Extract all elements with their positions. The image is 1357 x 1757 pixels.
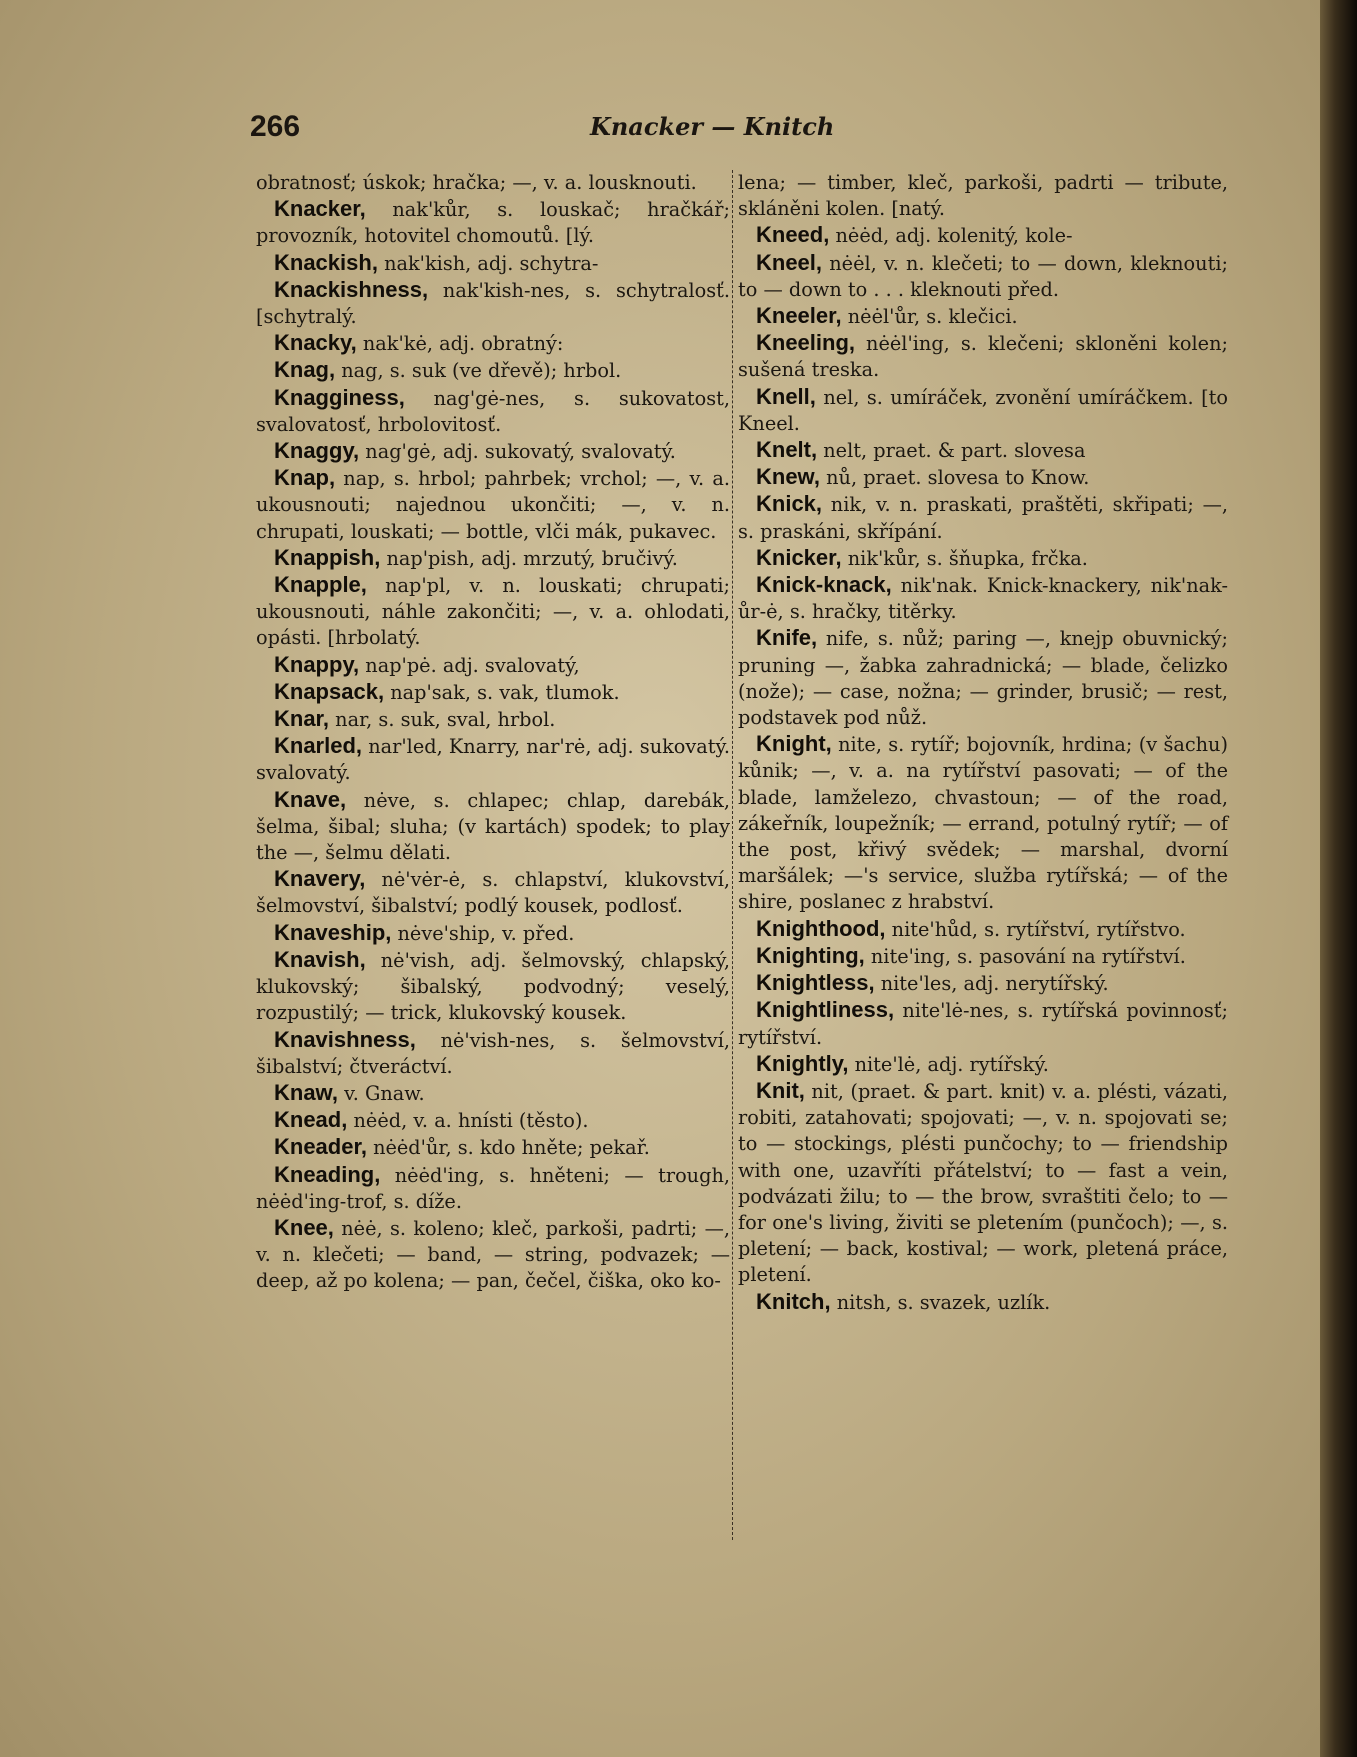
headword: Knagginess,: [274, 384, 405, 410]
dictionary-entry: [256, 706, 730, 733]
dictionary-entry: [256, 787, 730, 867]
dictionary-entry: [256, 1027, 730, 1080]
definition-text: nė'vėr-ė, s. chlapství, klukovství, šelmovství, šibalství; podlý kousek, podlosť.: [256, 868, 730, 918]
definition-text: nėėd, adj. kolenitý, kole-: [829, 224, 1073, 248]
definition-text: nap'pė. adj. svalovatý,: [359, 653, 580, 677]
definition-text: nėve, s. chlapec; chlap, darebák, šelma, šibal; sluha; (v kartách) spodek; to play the —, šelmu dělati.: [256, 788, 730, 865]
headword: Knave,: [274, 786, 347, 812]
definition-text: nėėd'ůr, s. kdo hněte; pekař.: [366, 1136, 650, 1160]
headword: Knag,: [274, 357, 336, 383]
definition-text: nė'vish-nes, s. šelmovství, šibalství; čtveráctví.: [256, 1028, 730, 1078]
headword: Knell,: [756, 383, 816, 409]
dictionary-entry: [738, 572, 1228, 625]
headword: Kneading,: [274, 1161, 381, 1187]
right-column: [738, 170, 1228, 1316]
definition-text: nap'pl, v. n. louskati; chrupati; ukousnouti, náhle zakončiti; —, v. a. ohlodati, opásti. [hrbolatý.: [256, 574, 730, 650]
definition-text: nap'pish, adj. mrzutý, bručivý.: [380, 546, 678, 570]
dictionary-entry: [256, 652, 730, 679]
headword: Knit,: [756, 1077, 805, 1103]
definition-text: nite'lė-nes, s. rytířská povinnosť; rytířství.: [738, 999, 1228, 1049]
headword: Knavery,: [274, 866, 366, 892]
definition-text: obratnosť; úskok; hračka; —, v. a. lousknouti.: [256, 171, 697, 194]
definition-text: nelt, praet. & part. slovesa: [817, 439, 1086, 463]
dictionary-entry: [256, 250, 730, 277]
dictionary-entry: [256, 385, 730, 438]
dictionary-entry: [256, 1162, 730, 1215]
definition-text: nak'kůr, s. louskač; hračkář; provozník, hotovitel chomoutů. [lý.: [256, 198, 730, 248]
definition-text: nap'sak, s. vak, tlumok.: [384, 680, 620, 704]
headword: Knackish,: [274, 249, 378, 275]
headword: Knightliness,: [756, 997, 895, 1023]
headword: Knar,: [274, 706, 330, 732]
dictionary-entry: [738, 437, 1228, 464]
headword: Knappish,: [274, 544, 381, 570]
definition-text: nėė, s. koleno; kleč, parkoši, padrti; —, v. n. klečeti; — band, — string, podvazek; — deep, až po kolena; — pan, čečel, čiška, oko ko-: [256, 1216, 730, 1293]
dictionary-entry: [738, 250, 1228, 303]
headword: Kneader,: [274, 1134, 367, 1160]
dictionary-entry: [738, 545, 1228, 572]
definition-text: nag, s. suk (ve dřevě); hrbol.: [335, 359, 622, 383]
headword: Knick,: [756, 491, 823, 517]
definition-text: nit, (praet. & part. knit) v. a. plésti, vázati, robiti, zatahovati; spojovati; —, v. n. spojovati se; to — stockings, plésti punčochy; to — friendship with one, uzavříti přátelství; to — fast a vein, podvázati žilu; to — the brow, svraštiti čelo; to — for one's living, živiti se pletením (punčoch); —, s. pletení; — back, kostival; — work, pletená práce, pletení.: [738, 1079, 1228, 1287]
dictionary-entry: [738, 464, 1228, 491]
dictionary-entry: [738, 222, 1228, 249]
definition-text: nel, s. umíráček, zvonění umíráčkem. [to Kneel.: [738, 385, 1228, 435]
definition-text: nėėd, v. a. hnísti (těsto).: [347, 1109, 589, 1133]
headword: Knife,: [756, 625, 818, 651]
definition-text: nak'kish-nes, s. schytralosť. [schytralý.: [256, 278, 730, 329]
headword: Kneel,: [756, 249, 823, 275]
headword: Knapple,: [274, 572, 367, 598]
definition-text: nite, s. rytíř; bojovník, hrdina; (v šachu) kůnik; —, v. a. na rytířství pasovati; — of the blade, lamželezo, chvastoun; — of the road, zákeřník, loupežník; — errand, potulný rytíř; — of the post, křivý svědek; — marshal, dvorní maršálek; —'s service, služba rytířská; — of the shire, poslanec z hrabství.: [738, 733, 1228, 914]
left-column: [256, 170, 730, 1295]
headword: Knacker,: [274, 196, 366, 222]
dictionary-entry: [256, 1134, 730, 1161]
page-number: 266: [250, 110, 301, 143]
definition-text: nap, s. hrbol; pahrbek; vrchol; —, v. a. ukousnouti; najednou ukončiti; —, v. n. chrupati, louskati; — bottle, vlči mák, pukavec.: [256, 467, 730, 543]
dictionary-entry: [256, 357, 730, 384]
definition-text: nag'gė, adj. sukovatý, svalovatý.: [359, 440, 676, 464]
dictionary-entry: [256, 330, 730, 357]
dictionary-entry: [738, 970, 1228, 997]
dictionary-entry: [256, 572, 730, 652]
dictionary-entry: [738, 1078, 1228, 1289]
headword: Knead,: [274, 1107, 348, 1133]
dictionary-entry: [256, 866, 730, 919]
headword: Knelt,: [756, 437, 818, 463]
page-header: [250, 110, 1310, 150]
dictionary-entry: [256, 920, 730, 947]
dictionary-entry: [256, 277, 730, 330]
definition-text: nife, s. nůž; paring —, knejp obuvnický; pruning —, žabka zahradnická; — blade, čelizko (nože); — case, nožna; — grinder, brusič; — rest, podstavek pod nůž.: [738, 627, 1228, 730]
column-divider: [732, 170, 734, 1540]
dictionary-entry: [256, 1107, 730, 1134]
headword: Knacky,: [274, 330, 357, 356]
headword: Knaw,: [274, 1079, 338, 1105]
dictionary-entry: [256, 196, 730, 249]
headword: Knaveship,: [274, 919, 392, 945]
headword: Kneed,: [756, 222, 830, 248]
definition-text: nar, s. suk, sval, hrbol.: [329, 708, 556, 732]
definition-text: nik'nak. Knick-knackery, nik'nak-ůr-ė, s. hračky, titěrky.: [738, 574, 1228, 624]
dictionary-entry: [256, 465, 730, 545]
headword: Kneeling,: [756, 330, 856, 356]
dictionary-entry: [738, 731, 1228, 915]
headword: Knappy,: [274, 651, 360, 677]
dictionary-entry: [256, 545, 730, 572]
definition-text: nėėd'ing, s. hněteni; — trough, nėėd'ing-trof, s. díže.: [256, 1163, 730, 1213]
definition-text: nite'les, adj. nerytířský.: [874, 972, 1109, 996]
definition-text: nė'vish, adj. šelmovský, chlapský, klukovský; šibalský, podvodný; veselý, rozpustilý; — trick, klukovský kousek.: [256, 948, 730, 1025]
dictionary-entry: [738, 1289, 1228, 1316]
headword: Knapsack,: [274, 678, 385, 704]
definition-text: nak'kish, adj. schytra-: [377, 251, 599, 275]
headword: Knavishness,: [274, 1026, 416, 1052]
definition-text: nėėl, v. n. klečeti; to — down, kleknouti; to — down to . . . kleknouti před.: [738, 251, 1228, 301]
headword: Knitch,: [756, 1288, 831, 1314]
dictionary-entry: [256, 1215, 730, 1295]
definition-text: nite'lė, adj. rytířský.: [848, 1052, 1049, 1076]
dictionary-entry: [738, 625, 1228, 731]
dictionary-entry: [256, 679, 730, 706]
headword: Knick-knack,: [756, 572, 892, 598]
running-head: Knacker — Knitch: [590, 112, 835, 141]
dictionary-entry: [738, 491, 1228, 544]
dictionary-entry: [738, 384, 1228, 437]
definition-text: nite'hůd, s. rytířství, rytířstvo.: [885, 917, 1186, 941]
headword: Knackishness,: [274, 276, 429, 302]
entry-continuation: [256, 170, 730, 196]
headword: Knee,: [274, 1214, 334, 1240]
headword: Knighting,: [756, 942, 865, 968]
headword: Knighthood,: [756, 915, 886, 941]
headword: Knavish,: [274, 946, 366, 972]
headword: Knew,: [756, 464, 820, 490]
dictionary-entry: [738, 997, 1228, 1050]
dictionary-entry: [738, 1051, 1228, 1078]
headword: Knight,: [756, 731, 832, 757]
definition-text: nag'gė-nes, s. sukovatost, svalovatosť, hrbolovitosť.: [256, 386, 730, 436]
dictionary-entry: [738, 916, 1228, 943]
headword: Knightly,: [756, 1050, 849, 1076]
definition-text: nar'led, Knarry, nar'rė, adj. sukovatý. svalovatý.: [256, 735, 730, 785]
definition-text: nik'kůr, s. šňupka, frčka.: [841, 546, 1088, 570]
dictionary-entry: [738, 303, 1228, 330]
definition-text: v. Gnaw.: [337, 1081, 425, 1105]
definition-text: nů, praet. slovesa to Know.: [819, 466, 1090, 490]
headword: Kneeler,: [756, 303, 842, 329]
book-spine-shadow: [1320, 0, 1357, 1757]
definition-text: nėėl'ing, s. klečeni; skloněni kolen; sušená treska.: [738, 332, 1228, 382]
definition-text: nitsh, s. svazek, uzlík.: [830, 1290, 1051, 1314]
headword: Knarled,: [274, 733, 363, 759]
dictionary-entry: [256, 438, 730, 465]
headword: Knap,: [274, 465, 336, 491]
definition-text: nak'kė, adj. obratný:: [356, 332, 564, 356]
dictionary-entry: [256, 947, 730, 1027]
dictionary-entry: [256, 1080, 730, 1107]
headword: Knightless,: [756, 970, 875, 996]
dictionary-entry: [256, 733, 730, 786]
definition-text: nite'ing, s. pasování na rytířství.: [864, 944, 1186, 968]
definition-text: nėve'ship, v. před.: [391, 921, 575, 945]
headword: Knaggy,: [274, 438, 360, 464]
definition-text: nėėl'ůr, s. klečici.: [841, 305, 1018, 329]
definition-text: lena; — timber, kleč, parkoši, padrti — tribute, skláněni kolen. [natý.: [738, 171, 1228, 221]
dictionary-entry: [738, 330, 1228, 383]
definition-text: nik, v. n. praskati, praštěti, skřipati; —, s. praskáni, skřípání.: [738, 493, 1228, 543]
entry-continuation: [738, 170, 1228, 222]
headword: Knicker,: [756, 544, 842, 570]
dictionary-entry: [738, 943, 1228, 970]
